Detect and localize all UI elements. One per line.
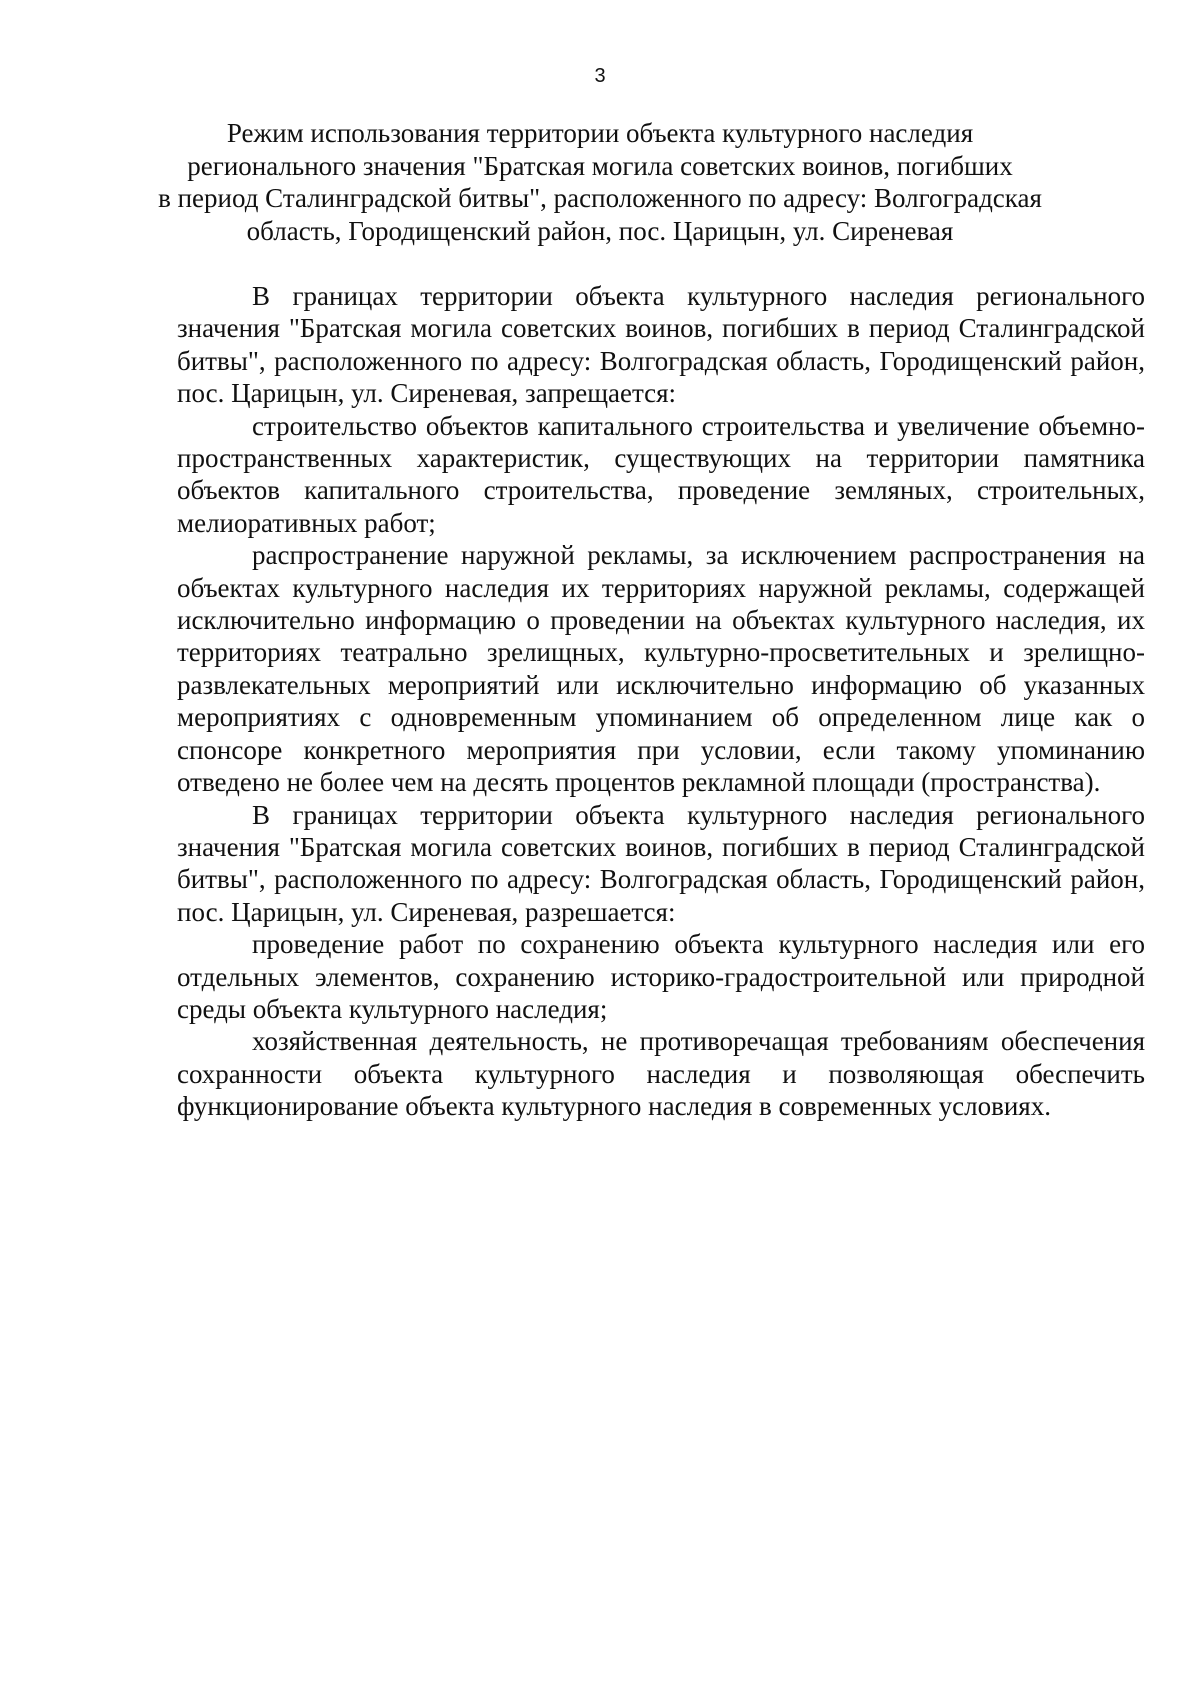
paragraph-prohibited-advertising: распространение наружной рекламы, за исключением распространения на объектах культурного наследия их территориях наружной рекламы, содержащей исключительно информацию о проведении на объектах культурного наследия, их территориях театрально зрелищных, культурно-просветительных и зрелищно-развлекательных мероприятий или исключительно информацию об указанных мероприятиях с одновременным упоминанием об определенном лице как о спонсоре конкретного мероприятия при условии, если такому упоминанию отведено не более чем на десять процентов рекламной площади (пространства). — [177, 540, 1145, 798]
paragraph-prohibited-intro: В границах территории объекта культурного наследия регионального значения "Братская могила советских воинов, погибших в период Сталинградской битвы", расположенного по адресу: Волгоградская область, Городищенский район, пос. Царицын, ул. Сиреневая, запрещается: — [177, 281, 1145, 409]
paragraph-prohibited-construction: строительство объектов капитального строительства и увеличение объемно-пространственных характеристик, существующих на территории памятника объектов капитального строительства, проведение земляных, строительных, мелиоративных работ; — [177, 410, 1145, 538]
title-line: Режим использования территории объекта культурного наследия — [226, 118, 974, 148]
page-number: 3 — [594, 65, 606, 87]
paragraph-permitted-preservation: проведение работ по сохранению объекта культурного наследия или его отдельных элементов, сохранению историко-градостроительной или природной среды объекта культурного наследия; — [177, 929, 1145, 1024]
title-line: в период Сталинградской битвы", расположенного по адресу: Волгоградская — [158, 183, 1042, 213]
paragraph-permitted-intro: В границах территории объекта культурного наследия регионального значения "Братская могила советских воинов, погибших в период Сталинградской битвы", расположенного по адресу: Волгоградская область, Городищенский район, пос. Царицын, ул. Сиреневая, разрешается: — [177, 799, 1145, 927]
title-line: область, Городищенский район, пос. Царицын, ул. Сиреневая — [246, 215, 954, 246]
document-body — [177, 280, 1145, 1123]
title-line: регионального значения "Братская могила советских воинов, погибших — [187, 150, 1013, 181]
paragraph-permitted-economic: хозяйственная деятельность, не противоречащая требованиям обеспечения сохранности объекта культурного наследия и позволяющая обеспечить функционирование объекта культурного наследия в современных условиях. — [177, 1026, 1145, 1122]
document-title — [150, 117, 1050, 247]
